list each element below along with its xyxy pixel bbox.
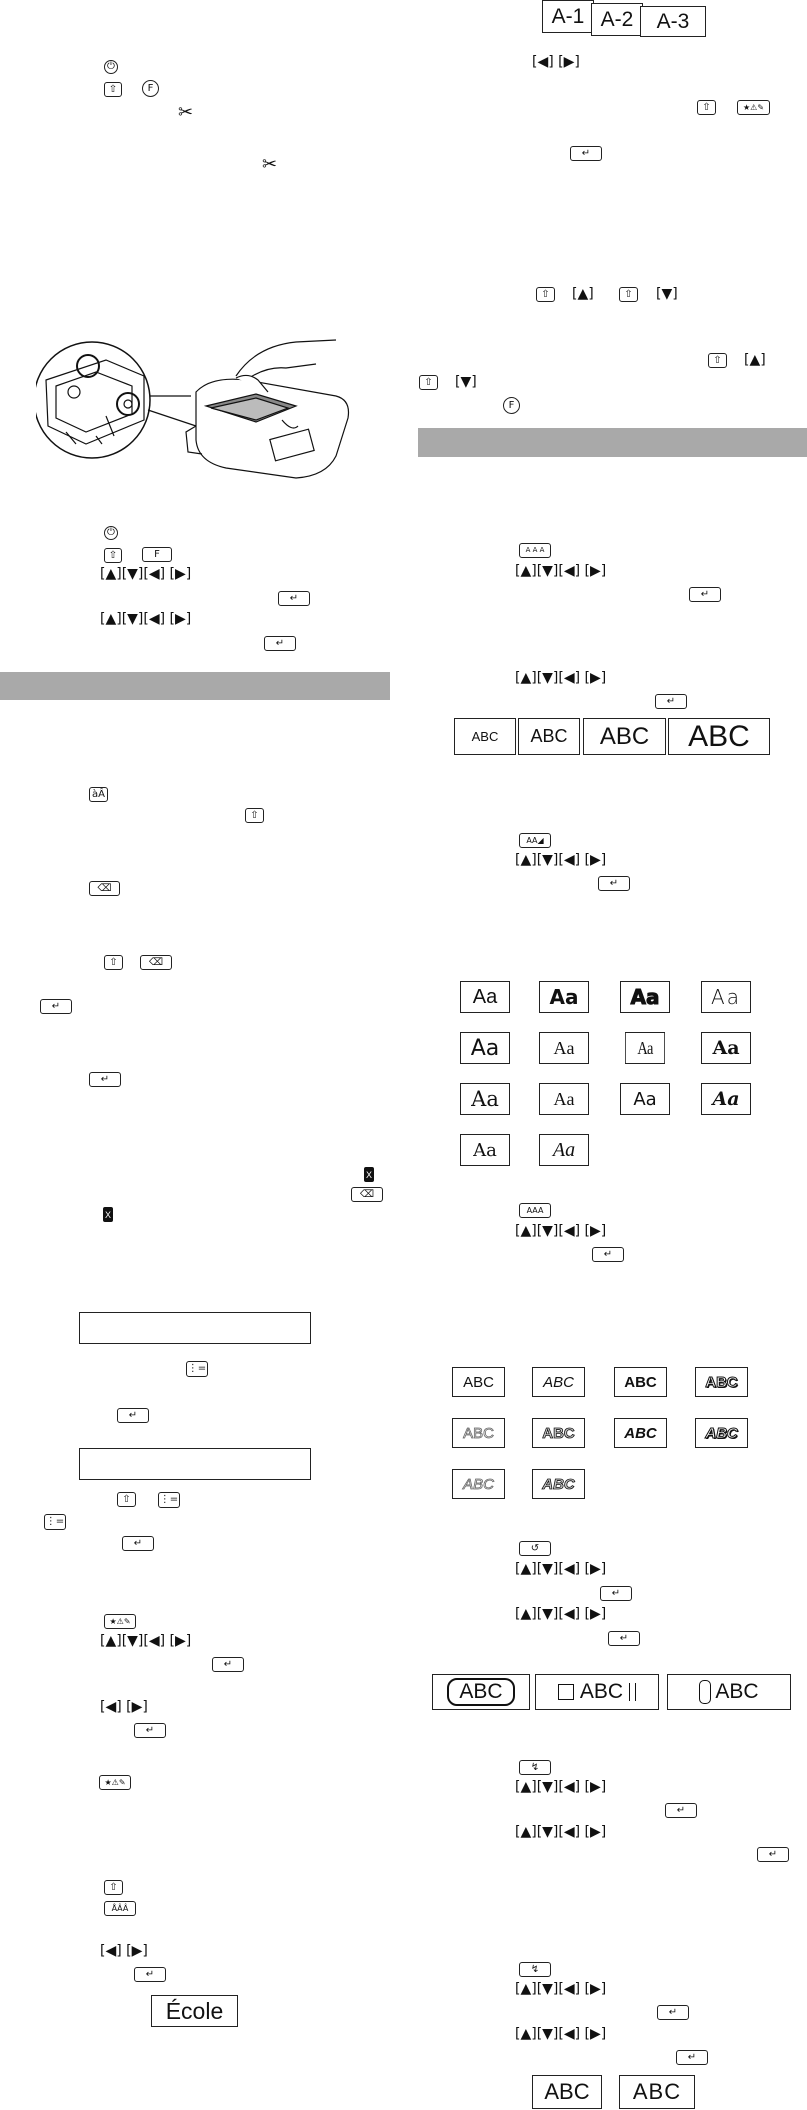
enter-key-icon: ↵	[600, 1586, 632, 1601]
shift-key-icon: ⇧	[619, 287, 638, 302]
size-key-icon: A A A	[519, 543, 551, 558]
arrow-keys-icon: [▲][▼][◀] [▶]	[515, 2026, 607, 2042]
symbol-key-icon: ⋮=	[44, 1514, 66, 1530]
frame-key-icon: ↯	[519, 1760, 551, 1775]
effect-sample-outline-bold-italic: ABC	[532, 1469, 585, 1499]
enter-key-icon: ↵	[134, 1967, 166, 1982]
font-sample-5: Aa	[460, 1032, 510, 1064]
effect-sample-outline-italic: ABC	[452, 1469, 505, 1499]
size-preview-4: ABC	[668, 718, 770, 755]
pictograph-key-icon: ★⚠✎	[737, 100, 770, 115]
enter-key-icon: ↵	[117, 1408, 149, 1423]
enter-key-icon: ↵	[608, 1631, 640, 1646]
enter-key-icon: ↵	[757, 1847, 789, 1862]
function-key-icon: F	[503, 397, 520, 414]
arrow-keys-icon: [◀] [▶]	[532, 54, 580, 70]
scroll-ornament-icon	[699, 1680, 711, 1704]
enter-key-icon: ↵	[278, 591, 310, 606]
enter-key-icon: ↵	[570, 146, 602, 161]
bar-ornament-icon	[629, 1683, 636, 1701]
pictograph-key-icon: ★⚠✎	[99, 1775, 131, 1790]
shift-key-icon: ⇧	[536, 287, 555, 302]
font-sample-14: Aa	[539, 1134, 589, 1166]
arrow-keys-icon: [▲][▼][◀] [▶]	[515, 1606, 607, 1622]
font-sample-6: Aa	[539, 1032, 589, 1064]
arrow-keys-icon: [▲][▼][◀] [▶]	[515, 852, 607, 868]
enter-key-icon: ↵	[40, 999, 72, 1014]
effect-sample-normal: ABC	[452, 1367, 505, 1397]
delete-mark-icon: X	[103, 1207, 113, 1222]
frame-preview-text: ABC	[579, 1680, 624, 1703]
shift-key-icon: ⇧	[419, 375, 438, 390]
enter-key-icon: ↵	[657, 2005, 689, 2020]
delete-mark-icon: X	[364, 1167, 374, 1182]
font-sample-3: Aa	[620, 981, 670, 1013]
effect-sample-bold: ABC	[614, 1367, 667, 1397]
arrow-keys-icon: [▲][▼][◀] [▶]	[100, 1633, 192, 1649]
effect-sample-shadow-italic: ABC	[695, 1418, 748, 1448]
symbol-key-icon: ⋮=	[186, 1361, 208, 1377]
width-key-icon: AA◢	[519, 833, 551, 848]
arrow-keys-icon: [▲][▼][◀] [▶]	[515, 1779, 607, 1795]
font-sample-10: Aa	[539, 1083, 589, 1115]
function-key-icon: F	[142, 80, 159, 97]
copy-preview-a3: A-3	[640, 6, 706, 37]
font-sample-9: Aa	[460, 1083, 510, 1115]
size-preview-1: ABC	[454, 718, 516, 755]
arrow-keys-icon: [▲][▼][◀] [▶]	[515, 1981, 607, 1997]
font-sample-1: Aa	[460, 981, 510, 1013]
enter-key-icon: ↵	[212, 1657, 244, 1672]
font-key-icon: AAA	[519, 1203, 551, 1218]
enter-key-icon: ↵	[655, 694, 687, 709]
arrow-keys-icon: [▲][▼][◀] [▶]	[100, 566, 192, 582]
shift-key-icon: ⇧	[104, 1880, 123, 1895]
arrow-keys-icon: [▲][▼][◀] [▶]	[515, 563, 607, 579]
enter-key-icon: ↵	[598, 876, 630, 891]
arrow-keys-icon: [▲][▼][◀] [▶]	[100, 611, 192, 627]
copy-preview-a2: A-2	[591, 3, 643, 36]
effect-sample-shadow: ABC	[695, 1367, 748, 1397]
frame-preview-rounded	[432, 1674, 530, 1710]
text-entry-display	[79, 1448, 311, 1480]
accent-key-icon: àÂ	[89, 787, 108, 802]
cutter-icon: ✂	[262, 154, 278, 175]
backspace-key-icon: ⌫	[351, 1187, 383, 1202]
function-key-icon: F	[142, 547, 172, 562]
font-sample-8: Aa	[701, 1032, 751, 1064]
section-header-bar	[418, 428, 807, 457]
shift-key-icon: ⇧	[104, 955, 123, 970]
enter-key-icon: ↵	[689, 587, 721, 602]
section-header-bar	[0, 672, 390, 700]
effect-sample-italic: ABC	[532, 1367, 585, 1397]
font-sample-12: Aa	[701, 1083, 751, 1115]
effect-sample-outline-bold: ABC	[532, 1418, 585, 1448]
enter-key-icon: ↵	[592, 1247, 624, 1262]
frame-key-icon: ↯	[519, 1962, 551, 1977]
up-arrow-icon: [▲]	[572, 286, 594, 302]
arrow-keys-icon: [◀] [▶]	[100, 1699, 148, 1715]
up-arrow-icon: [▲]	[744, 352, 766, 368]
shift-key-icon: ⇧	[104, 548, 122, 563]
backspace-key-icon: ⌫	[140, 955, 172, 970]
down-arrow-icon: [▼]	[455, 374, 477, 390]
final-preview-2: ABC	[619, 2075, 695, 2109]
frame-preview-text: ABC	[715, 1680, 759, 1703]
effect-sample-bold-italic: ABC	[614, 1418, 667, 1448]
shift-key-icon: ⇧	[245, 808, 264, 823]
enter-key-icon: ↵	[134, 1723, 166, 1738]
font-sample-4: Aa	[701, 981, 751, 1013]
arrow-keys-icon: [▲][▼][◀] [▶]	[515, 1824, 607, 1840]
text-entry-display	[79, 1312, 311, 1344]
font-sample-13: Aa	[460, 1134, 510, 1166]
shift-key-icon: ⇧	[117, 1492, 136, 1507]
arrow-keys-icon: [▲][▼][◀] [▶]	[515, 670, 607, 686]
enter-key-icon: ↵	[665, 1803, 697, 1818]
frame-preview-squares	[535, 1674, 659, 1710]
backspace-key-icon: ⌫	[89, 881, 120, 896]
enter-key-icon: ↵	[89, 1072, 121, 1087]
font-sample-11: Aa	[620, 1083, 670, 1115]
final-preview-1: ABC	[532, 2075, 602, 2109]
enter-key-icon: ↵	[264, 636, 296, 651]
style-key-icon: ↺	[519, 1541, 551, 1556]
shift-key-icon: ⇧	[697, 100, 716, 115]
symbol-key-icon: ⋮=	[158, 1492, 180, 1508]
cutter-icon: ✂	[178, 102, 194, 123]
frame-preview-scroll	[667, 1674, 791, 1710]
effect-sample-outline: ABC	[452, 1418, 505, 1448]
copy-preview-a1: A-1	[542, 0, 594, 33]
accent-preview-label: École	[151, 1995, 238, 2027]
square-ornament-icon	[558, 1684, 574, 1700]
frame-preview-text: ABC	[447, 1678, 514, 1706]
font-sample-7: Aa	[625, 1032, 665, 1064]
power-key-icon: ⏻	[104, 60, 118, 74]
arrow-keys-icon: [▲][▼][◀] [▶]	[515, 1561, 607, 1577]
power-key-icon: ⏻	[104, 526, 118, 540]
tape-insertion-illustration	[36, 336, 356, 484]
size-preview-3: ABC	[583, 718, 666, 755]
down-arrow-icon: [▼]	[656, 286, 678, 302]
pictograph-key-icon: ★⚠✎	[104, 1614, 136, 1629]
arrow-keys-icon: [▲][▼][◀] [▶]	[515, 1223, 607, 1239]
shift-key-icon: ⇧	[104, 82, 122, 97]
shift-key-icon: ⇧	[708, 353, 727, 368]
font-sample-2: Aa	[539, 981, 589, 1013]
enter-key-icon: ↵	[676, 2050, 708, 2065]
effect-key-icon: ÅÂÂ	[104, 1901, 136, 1916]
size-preview-2: ABC	[518, 718, 580, 755]
enter-key-icon: ↵	[122, 1536, 154, 1551]
arrow-keys-icon: [◀] [▶]	[100, 1943, 148, 1959]
